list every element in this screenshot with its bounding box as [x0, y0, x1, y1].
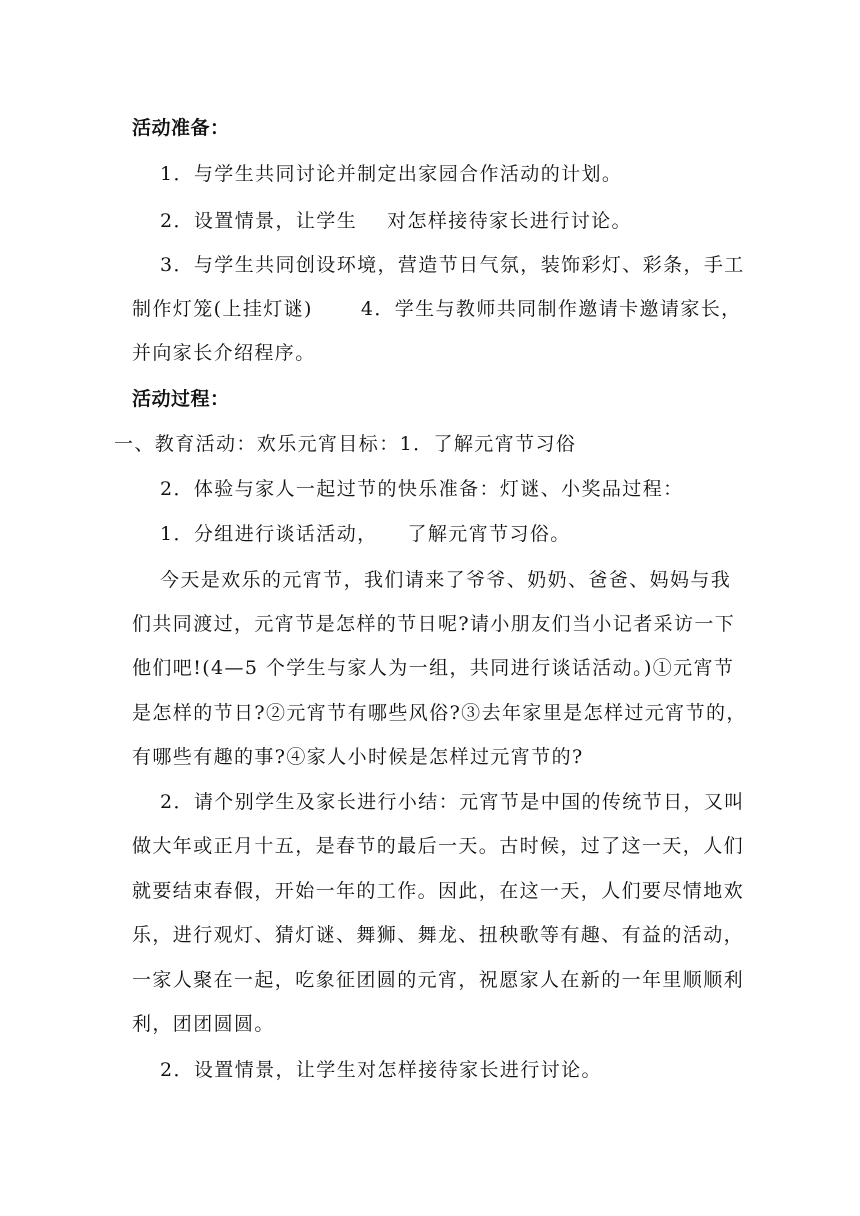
- para1-line3: 他们吧!(4—5 个学生与家人为一组，共同进行谈话活动。)①元宵节: [132, 657, 735, 679]
- para1-line5: 有哪些有趣的事?④家人小时候是怎样过元宵节的?: [132, 746, 584, 768]
- heading-activity-preparation: 活动准备：: [132, 117, 230, 139]
- prep-item-2-part1: 2．设置情景，让学生: [160, 210, 358, 232]
- para2-line5: 一家人聚在一起，吃象征团圆的元宵，祝愿家人在新的一年里顺顺利: [132, 969, 745, 991]
- step-1-part1: 1．分组进行谈话活动，: [160, 523, 378, 545]
- para2-line1: 2．请个别学生及家长进行小结：元宵节是中国的传统节日，又叫: [160, 791, 745, 813]
- para1-line1: 今天是欢乐的元宵节，我们请来了爷爷、奶奶、爸爸、妈妈与我: [160, 569, 732, 591]
- prep-item-3-line1: 3．与学生共同创设环境，营造节日气氛，装饰彩灯、彩条，手工: [160, 254, 745, 276]
- prep-item-2: [160, 209, 760, 233]
- para1-line2: 们共同渡过，元宵节是怎样的节日呢?请小朋友们当小记者采访一下: [132, 613, 736, 635]
- para2-line2: 做大年或正月十五，是春节的最后一天。古时候，过了这一天，人们: [132, 835, 745, 857]
- step-1-line: [160, 522, 760, 546]
- prep-item-3-line2: [132, 297, 742, 321]
- para2-line3: 就要结束春假，开始一年的工作。因此，在这一天，人们要尽情地欢: [132, 880, 745, 902]
- prep-item-4: 4．学生与教师共同制作邀请卡邀请家长，: [360, 298, 742, 320]
- para1-line4: 是怎样的节日?②元宵节有哪些风俗?③去年家里是怎样过元宵节的，: [132, 702, 747, 724]
- goal-2-line: 2．体验与家人一起过节的快乐准备：灯谜、小奖品过程：: [160, 478, 684, 500]
- prep-item-1: 1．与学生共同讨论并制定出家园合作活动的计划。: [160, 163, 623, 185]
- step-1-part2: 了解元宵节习俗。: [407, 523, 571, 545]
- heading-activity-process: 活动过程：: [132, 388, 230, 410]
- para2-line6: 利，团团圆圆。: [132, 1013, 275, 1035]
- prep-item-2-part2: 对怎样接待家长进行讨论。: [387, 210, 632, 232]
- education-activity-line: 一、教育活动：欢乐元宵目标：1．了解元宵节习俗: [114, 433, 577, 455]
- prep-item-3-tail: 制作灯笼(上挂灯谜): [132, 298, 313, 320]
- para2-line4: 乐，进行观灯、猜灯谜、舞狮、舞龙、扭秧歌等有趣、有益的活动，: [132, 924, 745, 946]
- step-2-line: 2．设置情景，让学生对怎样接待家长进行讨论。: [160, 1059, 602, 1081]
- prep-item-4-line2: 并向家长介绍程序。: [132, 342, 316, 364]
